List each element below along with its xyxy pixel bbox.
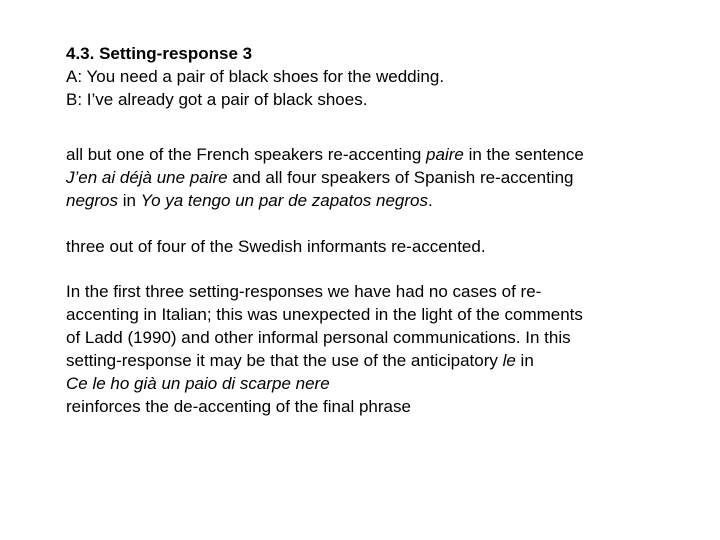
paragraph-line bbox=[66, 372, 696, 395]
spanish-example-sentence: Yo ya tengo un par de zapatos negros bbox=[140, 191, 428, 210]
paragraph-line bbox=[66, 166, 696, 189]
italian-example-sentence: Ce le ho già un paio di scarpe nere bbox=[66, 374, 330, 393]
text-run: in bbox=[515, 351, 534, 370]
paragraph-line bbox=[66, 143, 696, 166]
paragraph-line: three out of four of the Swedish informants re-accented. bbox=[66, 237, 486, 256]
paragraph-line: In the first three setting-responses we have had no cases of re- bbox=[66, 282, 542, 301]
paragraph-line: accenting in Italian; this was unexpected in the light of the comments bbox=[66, 305, 583, 324]
text-run: and all four speakers of Spanish re-accenting bbox=[227, 168, 574, 187]
paragraph-line: of Ladd (1990) and other informal personal communications. In this bbox=[66, 328, 571, 347]
italic-word: le bbox=[502, 351, 516, 370]
italian-paragraph bbox=[66, 280, 696, 418]
dialogue-line-b: B: I’ve already got a pair of black shoes. bbox=[66, 90, 368, 109]
section-title: 4.3. Setting-response 3 bbox=[66, 44, 253, 63]
slide-content bbox=[66, 42, 696, 418]
italic-word: paire bbox=[426, 145, 464, 164]
dialogue-line-a: A: You need a pair of black shoes for the wedding. bbox=[66, 67, 445, 86]
text-run: in bbox=[117, 191, 141, 210]
french-example-sentence: J’en ai déjà une paire bbox=[66, 168, 228, 187]
text-run: all but one of the French speakers re-accenting bbox=[66, 145, 427, 164]
paragraph-line: reinforces the de-accenting of the final phrase bbox=[66, 397, 411, 416]
italic-word: negros bbox=[66, 191, 118, 210]
heading-block bbox=[66, 42, 696, 111]
text-run: in the sentence bbox=[463, 145, 584, 164]
french-spanish-paragraph bbox=[66, 143, 696, 212]
paragraph-line bbox=[66, 349, 696, 372]
paragraph-line bbox=[66, 189, 696, 212]
text-run: setting-response it may be that the use of the anticipatory bbox=[66, 351, 503, 370]
text-run: . bbox=[428, 191, 433, 210]
swedish-paragraph bbox=[66, 235, 696, 258]
